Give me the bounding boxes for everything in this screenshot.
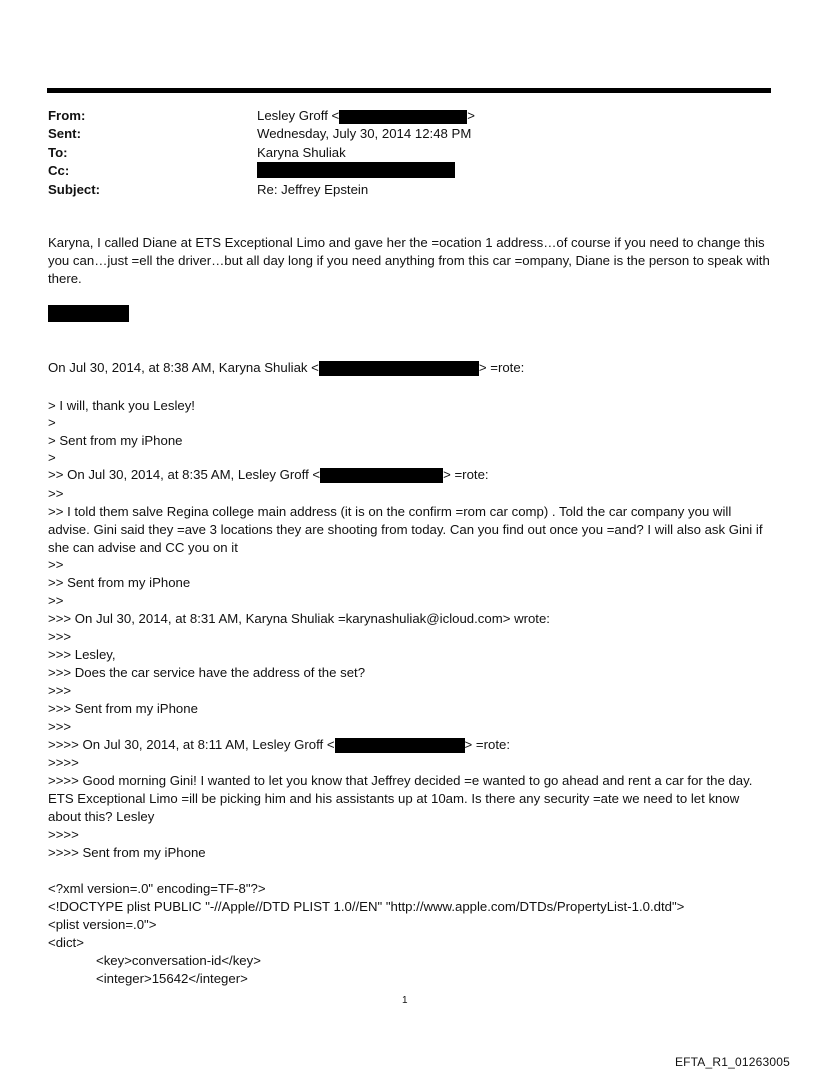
quoted-line: >> [48,557,64,572]
xml-line: <!DOCTYPE plist PUBLIC "-//Apple//DTD PLIST 1.0//EN" "http://www.apple.com/DTDs/PropertyList-1.0.dtd"> [48,899,685,914]
quote1-prefix: On Jul 30, 2014, at 8:38 AM, Karyna Shuliak < [48,360,319,375]
quote2-prefix: >> On Jul 30, 2014, at 8:35 AM, Lesley Groff < [48,467,321,482]
sent-label: Sent: [48,126,81,141]
redaction-box [335,738,465,753]
quoted-line: >>>> [48,755,79,770]
quoted-line: >> [48,593,64,608]
xml-line: <dict> [48,935,84,950]
cc-redaction-box [257,162,455,178]
redaction-box [339,110,467,124]
quoted-line: > [48,450,56,465]
quoted-line: >>> Sent from my iPhone [48,701,198,716]
quoted-line: >>> Does the car service have the address of the set? [48,665,366,680]
quoted-line: > I will, thank you Lesley! [48,398,195,413]
quoted-line: >>> [48,683,72,698]
quote3-header [48,736,510,754]
main-paragraph: Karyna, I called Diane at ETS Exceptional Limo and gave her the =ocation 1 address…of course if you need to change this you can…just =ell the driver…but all day long if you need anything from this car =ompany, Diane is the person to speak with there. [48,235,770,287]
xml-line: <integer>15642</integer> [96,971,248,986]
from-label: From: [48,108,86,123]
quoted-line: >>>> [48,827,79,842]
quoted-line: >>> On Jul 30, 2014, at 8:31 AM, Karyna Shuliak =karynashuliak@icloud.com> wrote: [48,611,550,626]
quoted-line: >> Sent from my iPhone [48,575,191,590]
signature-redaction-box [48,305,129,322]
quote2-suffix: > =rote: [443,467,489,482]
quoted-line: >>> [48,629,72,644]
quoted-line: >>>> Sent from my iPhone [48,845,206,860]
bates-number: EFTA_R1_01263005 [674,1055,790,1069]
sent-value: Wednesday, July 30, 2014 12:48 PM [257,126,472,141]
from-name: Lesley Groff < [257,108,340,123]
quoted-line: > Sent from my iPhone [48,433,183,448]
xml-line: <plist version=.0"> [48,917,157,932]
subject-label: Subject: [48,182,101,197]
header-rule [47,88,771,93]
quote1-header [48,359,524,377]
from-value [257,107,475,125]
redaction-box [320,468,443,483]
quote1-suffix: > =rote: [478,360,525,375]
from-close: > [467,108,475,123]
to-label: To: [48,145,68,160]
quoted-line: >>> Lesley, [48,647,116,662]
redaction-box [319,361,479,376]
quote3-prefix: >>>> On Jul 30, 2014, at 8:11 AM, Lesley Groff < [48,737,335,752]
to-value: Karyna Shuliak [257,145,346,160]
xml-line: <?xml version=.0" encoding=TF-8"?> [48,881,266,896]
cc-label: Cc: [48,163,70,178]
page-number: 1 [402,995,408,1006]
subject-value: Re: Jeffrey Epstein [257,182,369,197]
quoted-paragraph: >>>> Good morning Gini! I wanted to let you know that Jeffrey decided =e wanted to go ahead and rent a car for the day. ETS Exceptional Limo =ill be picking him and his assistants up at 10am. Is there any security =ate we need to let know about this? Lesley [48,773,753,825]
quoted-paragraph: >> I told them salve Regina college main address (it is on the confirm =rom car comp) . Told the car company you will advise. Gini said they =ave 3 locations they are shooting from today. Can you find out once you =and? I will also ask Gini if she can advise and CC you on it [48,504,763,556]
xml-line: <key>conversation-id</key> [96,953,261,968]
quote3-suffix: > =rote: [464,737,510,752]
quoted-line: >> [48,486,64,501]
quoted-line: >>> [48,719,72,734]
quoted-line: > [48,415,56,430]
quote2-header [48,466,489,484]
